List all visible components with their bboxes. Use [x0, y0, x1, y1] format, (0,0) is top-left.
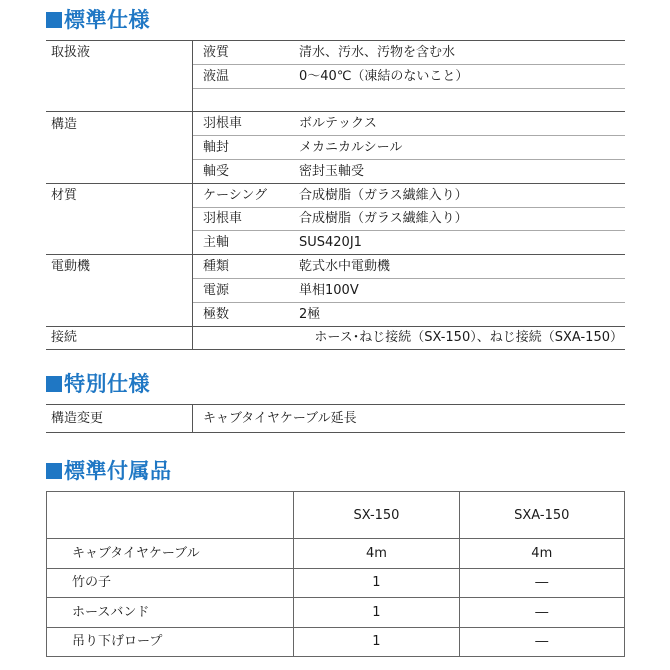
spec-row — [46, 136, 625, 160]
spec-row — [46, 231, 625, 255]
spec-row — [46, 302, 625, 326]
spec-item: 種類 — [193, 255, 300, 279]
spec-item: 液温 — [193, 64, 300, 88]
spec-category: 材質 — [46, 183, 193, 207]
spec-item: 電源 — [193, 278, 300, 302]
spec-value: ボルテックス — [299, 112, 625, 136]
spec-category: 取扱液 — [46, 41, 193, 65]
spec-value: 合成樹脂（ガラス繊維入り） — [299, 183, 625, 207]
spec-item: 軸受 — [193, 159, 300, 183]
table-row — [47, 539, 625, 569]
spec-row — [46, 159, 625, 183]
spec-row — [46, 64, 625, 88]
table-row — [47, 598, 625, 628]
spec-category: 電動機 — [46, 255, 193, 279]
accessory-sx: 1 — [294, 568, 459, 598]
table-row — [47, 627, 625, 657]
spec-row — [46, 183, 625, 207]
standard-spec-table — [46, 40, 625, 350]
spec-item: 液質 — [193, 41, 300, 65]
spec-row — [46, 41, 625, 65]
special-spec-heading-text: 特別仕様 — [46, 372, 150, 396]
spec-row — [46, 278, 625, 302]
column-header: SXA-150 — [459, 492, 624, 539]
standard-spec-heading-text: 標準仕様 — [46, 8, 150, 32]
spec-value: 乾式水中電動機 — [299, 255, 625, 279]
column-header — [47, 492, 294, 539]
accessory-name: 吊り下げロープ — [47, 627, 294, 657]
accessory-sxa: ― — [459, 598, 624, 628]
table-row — [47, 568, 625, 598]
heading-square-icon — [46, 463, 62, 479]
heading-square-icon — [46, 376, 62, 392]
spec-value: 密封玉軸受 — [299, 159, 625, 183]
accessory-name: ホースバンド — [47, 598, 294, 628]
spec-value: 合成樹脂（ガラス繊維入り） — [299, 207, 625, 231]
spec-value: 2極 — [299, 302, 625, 326]
spec-row — [46, 326, 625, 350]
accessory-sx: 1 — [294, 598, 459, 628]
special-spec-heading — [46, 374, 150, 395]
spec-row-blank — [46, 88, 625, 112]
column-header: SX-150 — [294, 492, 459, 539]
spec-value: SUS420J1 — [299, 231, 625, 255]
spec-row — [46, 405, 625, 433]
spec-value: 単相100V — [299, 278, 625, 302]
accessories-table — [46, 491, 625, 657]
accessory-name: キャブタイヤケーブル — [47, 539, 294, 569]
spec-row — [46, 112, 625, 136]
spec-value: 清水、汚水、汚物を含む水 — [299, 41, 625, 65]
spec-item: 軸封 — [193, 136, 300, 160]
accessories-heading-text: 標準付属品 — [46, 459, 172, 483]
spec-category: 接続 — [46, 326, 193, 350]
spec-category: 構造 — [46, 112, 193, 136]
heading-square-icon — [46, 12, 62, 28]
accessory-sxa: ― — [459, 627, 624, 657]
spec-item: 極数 — [193, 302, 300, 326]
spec-row — [46, 255, 625, 279]
special-spec-table — [46, 404, 625, 433]
spec-value: メカニカルシール — [299, 136, 625, 160]
accessory-sxa: ― — [459, 568, 624, 598]
spec-item: ケーシング — [193, 183, 300, 207]
standard-spec-heading — [46, 10, 150, 31]
accessory-sxa: 4m — [459, 539, 624, 569]
spec-item: 主軸 — [193, 231, 300, 255]
spec-category: 構造変更 — [46, 405, 193, 433]
spec-row — [46, 207, 625, 231]
spec-value: 0～40℃（凍結のないこと） — [299, 64, 625, 88]
table-header-row — [47, 492, 625, 539]
spec-value: キャブタイヤケーブル延長 — [193, 405, 626, 433]
spec-item: 羽根車 — [193, 207, 300, 231]
spec-value: ホース･ねじ接続（SX-150）、ねじ接続（SXA-150） — [193, 326, 626, 350]
accessory-sx: 4m — [294, 539, 459, 569]
spec-item: 羽根車 — [193, 112, 300, 136]
accessory-sx: 1 — [294, 627, 459, 657]
accessory-name: 竹の子 — [47, 568, 294, 598]
accessories-heading — [46, 461, 172, 482]
